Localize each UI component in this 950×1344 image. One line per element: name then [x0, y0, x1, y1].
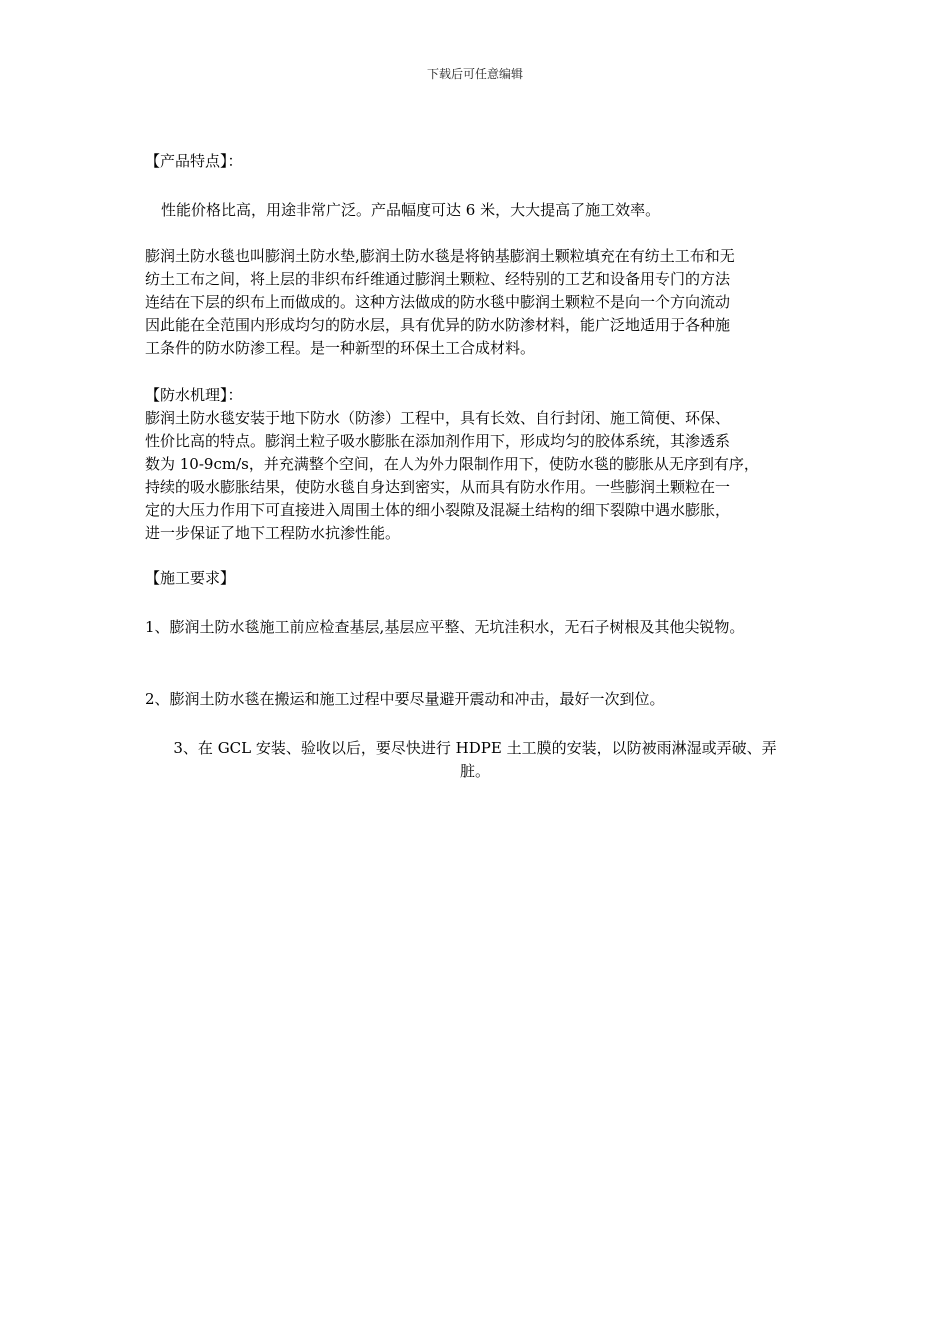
intro-line: 因此能在全范围内形成均匀的防水层，具有优异的防水防渗材料，能广泛地适用于各种施 — [145, 316, 731, 334]
mechanism-heading: 【防水机理】： — [145, 386, 243, 404]
requirement-2: 2、膨润土防水毯在搬运和施工过程中要尽量避开震动和冲击，最好一次到位。 — [145, 690, 665, 708]
mechanism-line: 膨润土防水毯安装于地下防水（防渗）工程中，具有长效、自行封闭、施工简便、环保、 — [145, 409, 731, 427]
requirement-3 — [145, 737, 805, 783]
mechanism-line: 数为 10-9cm/s，并充满整个空间，在人为外力限制作用下，使防水毯的膨胀从无序到有序， — [145, 455, 759, 473]
requirement-1: 1、膨润土防水毯施工前应检查基层,基层应平整、无坑洼积水，无石子树根及其他尖锐物。 — [145, 618, 745, 636]
document-body — [145, 150, 825, 783]
mechanism-paragraph — [145, 407, 825, 545]
intro-line: 膨润土防水毯也叫膨润土防水垫,膨润土防水毯是将钠基膨润土颗粒填充在有纺土工布和无 — [145, 247, 735, 265]
intro-line: 纺土工布之间，将上层的非织布纤维通过膨润土颗粒、经特别的工艺和设备用专门的方法 — [145, 270, 731, 288]
requirement-3-line: 脏。 — [459, 762, 490, 780]
features-heading: 【产品特点】： — [145, 152, 243, 170]
intro-paragraph — [145, 245, 825, 360]
mechanism-line: 进一步保证了地下工程防水抗渗性能。 — [145, 524, 401, 542]
mechanism-line: 性价比高的特点。膨润土粒子吸水膨胀在添加剂作用下，形成均匀的胶体系统，其渗透系 — [145, 432, 731, 450]
page-header: 下载后可任意编辑 — [426, 67, 523, 81]
intro-line: 工条件的防水防渗工程。是一种新型的环保土工合成材料。 — [145, 339, 536, 357]
mechanism-line: 持续的吸水膨胀结果，使防水毯自身达到密实，从而具有防水作用。一些膨润土颗粒在一 — [145, 478, 731, 496]
features-text: 性能价格比高，用途非常广泛。产品幅度可达 6 米，大大提高了施工效率。 — [161, 201, 661, 219]
mechanism-line: 定的大压力作用下可直接进入周围土体的细小裂隙及混凝土结构的细下裂隙中遇水膨胀， — [145, 501, 731, 519]
construction-heading: 【施工要求】 — [145, 569, 236, 587]
intro-line: 连结在下层的织布上而做成的。这种方法做成的防水毯中膨润土颗粒不是向一个方向流动 — [145, 293, 731, 311]
requirement-3-line: 3、在 GCL 安装、验收以后，要尽快进行 HDPE 土工膜的安装，以防被雨淋湿或弄破、弄 — [173, 739, 777, 757]
